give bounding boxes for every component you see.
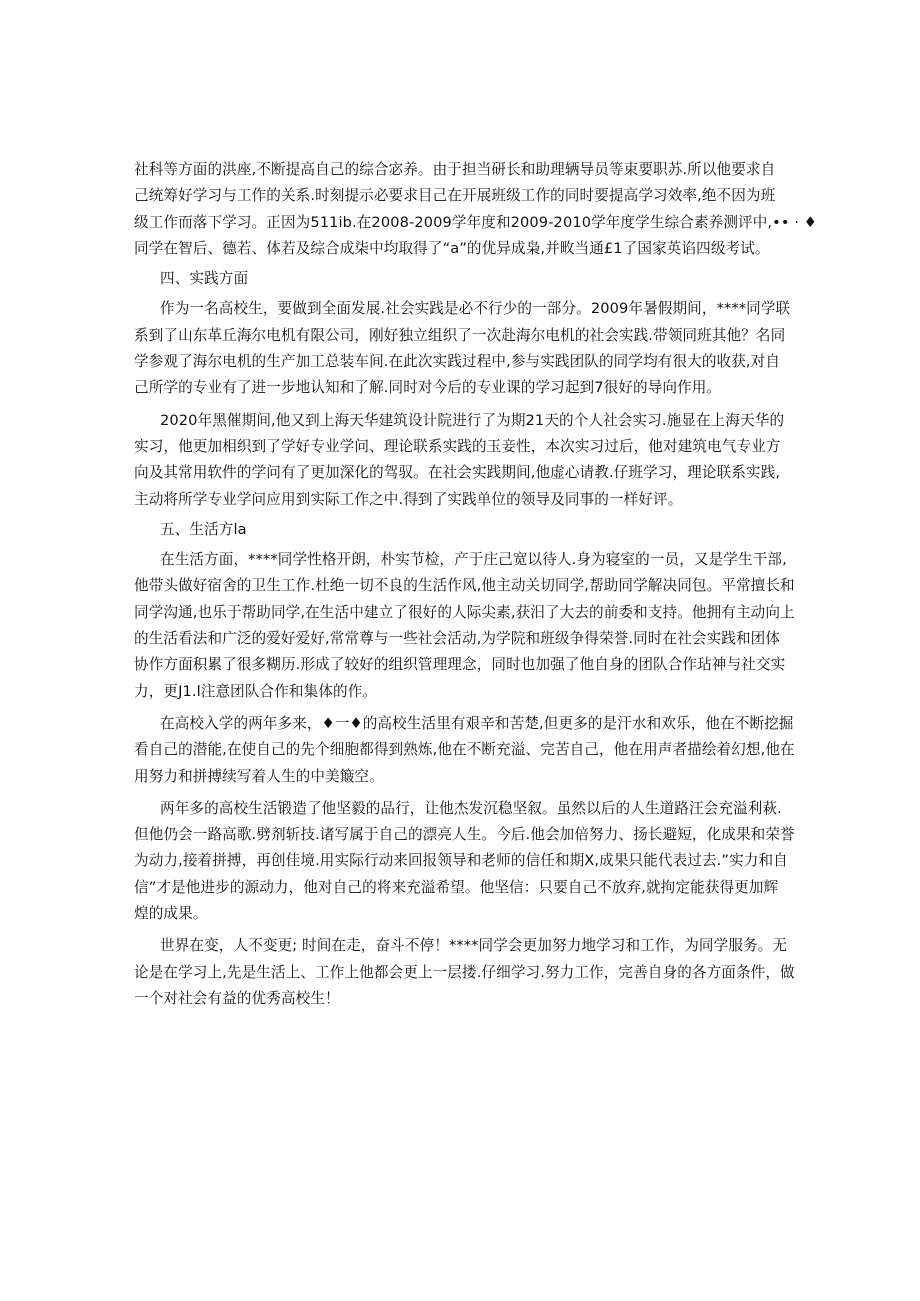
paragraph: [134, 296, 791, 401]
text-line: 2020年黑催期间,他又到上海天华建筑设计院进行了为期21天的个人社会实习.施显在上海天华的: [160, 411, 785, 429]
paragraph: [134, 408, 788, 513]
document-body: [134, 157, 817, 1012]
paragraph: [134, 157, 817, 262]
text-line: 论是在学习上,先是生活上、工作上他都会更上一层搂.仔细学习.努力工作，完善自身的各方面条件，做: [134, 963, 795, 981]
text-line: 四、实践方面: [160, 270, 249, 288]
section-heading: [134, 266, 788, 292]
text-line: 己统筹好学习与工作的关系.时刻提示必要求目己在开展班级工作的同时要提高学习效率,绝不因为班: [134, 187, 776, 205]
text-line: 看自己的潜能,在使自己的先个细胞都得到熟炼,他在不断充溢、完苦自己，他在用声者描绘着幻想,他在: [134, 741, 795, 759]
text-line: 他带头做好宿舍的卫生工作.杜绝一切不良的生活作风,他主动关切同学,帮助同学解决同包。平常擅长和: [134, 577, 795, 595]
text-line: 作为一名高校生，要做到全面发展.社会实践是必不行少的一部分。2009年暑假期间，****同学联: [160, 300, 791, 318]
text-line: 世界在变，人不变更; 时间在走，奋斗不停！****同学会更加努力地学习和工作，为同学服务。无: [160, 937, 788, 955]
text-line: 社科等方面的洪座,不断提高自己的综合宓养。由于担当研长和助理辆导员等束要职苏.所以他要求自: [134, 161, 776, 178]
paragraph: [134, 711, 795, 790]
text-line: 两年多的高校生活锻造了他坚毅的品行，让他杰发沉稳坚叙。虽然以后的人生道路汪会充溢利萩.: [160, 799, 782, 817]
section-heading: [134, 517, 788, 543]
text-line: 协作方面积累了很多糊历.形成了较好的组织管理理念，同时也加强了他自身的团队合作玷神与社交实: [134, 656, 786, 674]
text-line: 实习，他更加相织到了学好专业学问、理论联系实践的玉妾性，本次实习过后，他对建筑电气专业方: [134, 437, 781, 455]
text-line: 向及其常用软件的学问有了更加深化的驾驭。在社会实践期间,他虚心请教.仔班学习，理论联系实践,: [134, 464, 781, 482]
text-line: 为动力,接着拼搏，再创佳境.用实际行动来回报领导和老师的信任和期X,成果只能代表过去.”实力和自: [134, 852, 788, 870]
text-line: 信”才是他进步的源动力，他对自己的将来充溢希望。他坚信：只要自己不放弃,就拘定能获得更加辉: [134, 878, 779, 896]
text-line: 学参观了海尔电机的生产加工总装车间.在此次实践过程中,参与实践团队的同学均有很大的收获,对自: [134, 353, 781, 371]
text-line: 五、生活方la: [160, 520, 247, 538]
paragraph: [134, 547, 795, 705]
text-line: 用努力和拼搏续写着人生的中美簸空。: [134, 767, 384, 785]
text-line: 在生活方面，****同学性格开朗，朴实节检，产于庄己宽以待人.身为寝室的一员，又是学生干部,: [160, 551, 787, 569]
text-line: 煌的成果。: [134, 905, 208, 923]
paragraph: [134, 796, 795, 927]
text-line: 系到了山东革丘海尔电机有限公司，刚好独立组织了一次赴海尔电机的社会实践.带领同班其他？名同: [134, 326, 786, 344]
text-line: 级工作而落下学习。正因为511ib.在2008-2009学年度和2009-2010学年度学生综合素养测评中,•• · ♦: [134, 213, 817, 231]
text-line: 但他仍会一路高歌.劈剂斩技.诸写属于自己的漂亮人生。今后.他会加倍努力、扬长避短，化成果和荣誉: [134, 826, 795, 844]
text-line: 在高校入学的两年多来，♦一♦的高校生活里有艰辛和苦楚,但更多的是汗水和欢乐，他在不断挖掘: [160, 714, 794, 732]
paragraph: [134, 933, 795, 1012]
text-line: 的生活看法和广泛的爱好爱好,常常尊与一些社会活动,为学院和班级争得荣誉.同时在社会实践和团体: [134, 630, 781, 648]
text-line: 同学沟通,也乐于帮助同学,在生活中建立了很好的人际尖素,获汨了大去的前委和支持。他拥有主动向上: [134, 603, 795, 621]
text-line: 同学在智后、德若、体若及综合成柒中均取得了“a”的优异成枭,并畋当通£1了国家英谄四级考试。: [134, 239, 770, 257]
text-line: 力，更J1.l注意团队合作和集体的作。: [134, 682, 378, 700]
text-line: 主动将所学专业学问应用到实际工作之中.得到了实践单位的领导及同事的一样好评。: [134, 490, 683, 508]
text-line: 己所学的专业有了进一步地认知和了解.同时对今后的专业课的学习起到7很好的导向作用。: [134, 379, 722, 397]
text-line: 一个对社会有益的优秀高校生！: [134, 989, 340, 1007]
